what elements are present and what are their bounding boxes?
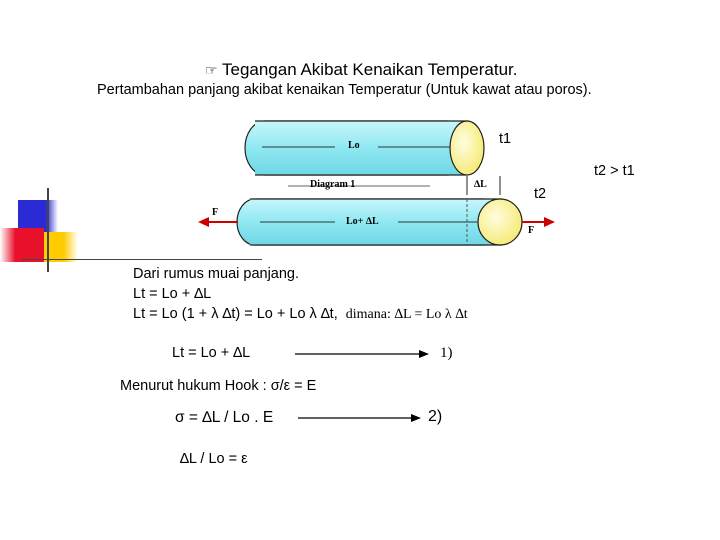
bottom-rod	[237, 199, 522, 245]
derivation-line-3	[133, 306, 468, 323]
derivation-line-3-main: Lt = Lo (1 + λ ∆t) = Lo + Lo λ ∆t,	[133, 306, 338, 322]
t1-label: t1	[499, 131, 512, 147]
hooke-law: Menurut hukum Hook : σ/ε = E	[120, 378, 317, 394]
top-rod	[245, 121, 484, 175]
equation-2-arrow	[298, 411, 422, 425]
force-arrow-right	[522, 217, 555, 227]
equation-2: σ = ∆L / Lo . E	[175, 409, 274, 426]
derivation-line-3-tail: dimana: ∆L = Lo λ ∆t	[345, 307, 468, 322]
derivation-line-2: Lt = Lo + ∆L	[133, 286, 212, 302]
equation-1-number: 1)	[440, 345, 453, 361]
delta-l-label: ∆L	[474, 179, 487, 190]
pointing-hand-icon: ☞	[205, 62, 218, 78]
lo-top-label: Lo	[348, 140, 360, 151]
derivation-line-1: Dari rumus muai panjang.	[133, 266, 300, 282]
force-left-label: F	[212, 207, 219, 218]
t2-greater-t1-label: t2 > t1	[594, 163, 635, 179]
equation-3: ∆L / Lo = ε	[180, 451, 248, 467]
lo-bottom-label: Lo+ ∆L	[346, 216, 379, 227]
slide-subtitle: Pertambahan panjang akibat kenaikan Temperatur (Untuk kawat atau poros).	[97, 82, 592, 98]
equation-1: Lt = Lo + ∆L	[172, 345, 251, 361]
force-right-label: F	[528, 225, 535, 236]
title-text: Tegangan Akibat Kenaikan Temperatur.	[221, 60, 518, 79]
equation-2-number: 2)	[428, 408, 443, 425]
force-arrow-left	[198, 217, 238, 227]
equation-1-arrow	[295, 347, 430, 361]
t2-label: t2	[534, 186, 547, 202]
diagram-name-label: Diagram 1	[310, 179, 356, 190]
